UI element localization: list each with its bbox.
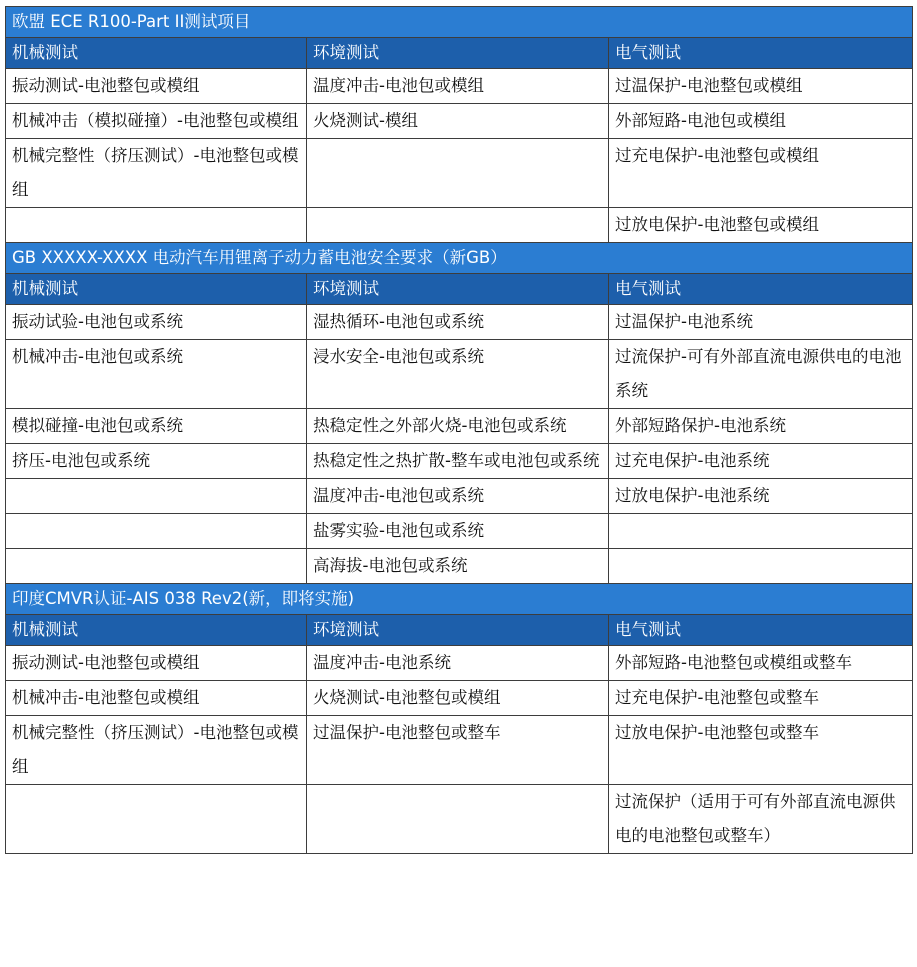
table-row [6, 785, 913, 854]
cell-mechanical [6, 208, 307, 243]
column-header-environmental: 环境测试 [307, 615, 609, 646]
cell-electrical: 过温保护-电池整包或模组 [609, 69, 913, 104]
cell-environmental: 热稳定性之热扩散-整车或电池包或系统 [307, 444, 609, 479]
cell-electrical: 过充电保护-电池系统 [609, 444, 913, 479]
cell-electrical: 过流保护-可有外部直流电源供电的电池系统 [609, 340, 913, 409]
cell-electrical: 过充电保护-电池整包或整车 [609, 681, 913, 716]
cell-electrical: 过充电保护-电池整包或模组 [609, 139, 913, 208]
section-title: 欧盟 ECE R100-Part II测试项目 [6, 7, 913, 38]
cell-electrical: 过流保护（适用于可有外部直流电源供电的电池整包或整车） [609, 785, 913, 854]
column-header-electrical: 电气测试 [609, 615, 913, 646]
cell-environmental: 热稳定性之外部火烧-电池包或系统 [307, 409, 609, 444]
cell-electrical: 过放电保护-电池整包或整车 [609, 716, 913, 785]
cell-electrical: 过放电保护-电池整包或模组 [609, 208, 913, 243]
cell-mechanical: 模拟碰撞-电池包或系统 [6, 409, 307, 444]
cell-electrical [609, 549, 913, 584]
table-row [6, 139, 913, 208]
table-row [6, 716, 913, 785]
cell-mechanical: 机械冲击-电池包或系统 [6, 340, 307, 409]
table-row [6, 69, 913, 104]
section-title-row [6, 7, 913, 38]
table-row [6, 444, 913, 479]
table-row [6, 305, 913, 340]
cell-environmental: 火烧测试-电池整包或模组 [307, 681, 609, 716]
cell-environmental: 高海拔-电池包或系统 [307, 549, 609, 584]
cell-mechanical: 机械完整性（挤压测试）-电池整包或模组 [6, 139, 307, 208]
cell-mechanical [6, 549, 307, 584]
cell-mechanical: 机械冲击-电池整包或模组 [6, 681, 307, 716]
cell-mechanical: 振动测试-电池整包或模组 [6, 646, 307, 681]
section-title-row [6, 584, 913, 615]
cell-environmental: 温度冲击-电池系统 [307, 646, 609, 681]
cell-environmental: 盐雾实验-电池包或系统 [307, 514, 609, 549]
table-row [6, 208, 913, 243]
cell-electrical: 外部短路-电池整包或模组或整车 [609, 646, 913, 681]
table-body [6, 7, 913, 854]
section-title: 印度CMVR认证-AIS 038 Rev2(新，即将实施) [6, 584, 913, 615]
section-title-row [6, 243, 913, 274]
cell-mechanical [6, 479, 307, 514]
cell-mechanical: 机械冲击（模拟碰撞）-电池整包或模组 [6, 104, 307, 139]
column-header-environmental: 环境测试 [307, 38, 609, 69]
cell-electrical: 外部短路保护-电池系统 [609, 409, 913, 444]
cell-mechanical: 振动测试-电池整包或模组 [6, 69, 307, 104]
test-items-table [5, 6, 913, 854]
cell-electrical: 外部短路-电池包或模组 [609, 104, 913, 139]
cell-environmental [307, 139, 609, 208]
table-row [6, 681, 913, 716]
cell-environmental: 过温保护-电池整包或整车 [307, 716, 609, 785]
column-header-row [6, 274, 913, 305]
column-header-mechanical: 机械测试 [6, 38, 307, 69]
cell-mechanical: 振动试验-电池包或系统 [6, 305, 307, 340]
cell-environmental: 湿热循环-电池包或系统 [307, 305, 609, 340]
cell-mechanical: 挤压-电池包或系统 [6, 444, 307, 479]
column-header-mechanical: 机械测试 [6, 274, 307, 305]
cell-environmental [307, 208, 609, 243]
table-row [6, 549, 913, 584]
column-header-environmental: 环境测试 [307, 274, 609, 305]
cell-electrical: 过温保护-电池系统 [609, 305, 913, 340]
cell-environmental: 火烧测试-模组 [307, 104, 609, 139]
cell-environmental: 温度冲击-电池包或系统 [307, 479, 609, 514]
section-title: GB XXXXX-XXXX 电动汽车用锂离子动力蓄电池安全要求（新GB） [6, 243, 913, 274]
column-header-electrical: 电气测试 [609, 38, 913, 69]
column-header-mechanical: 机械测试 [6, 615, 307, 646]
column-header-row [6, 615, 913, 646]
cell-electrical [609, 514, 913, 549]
table-row [6, 514, 913, 549]
table-row [6, 646, 913, 681]
table-row [6, 340, 913, 409]
cell-environmental: 温度冲击-电池包或模组 [307, 69, 609, 104]
cell-environmental [307, 785, 609, 854]
cell-mechanical: 机械完整性（挤压测试）-电池整包或模组 [6, 716, 307, 785]
table-row [6, 479, 913, 514]
table-row [6, 104, 913, 139]
cell-environmental: 浸水安全-电池包或系统 [307, 340, 609, 409]
column-header-row [6, 38, 913, 69]
cell-electrical: 过放电保护-电池系统 [609, 479, 913, 514]
table-row [6, 409, 913, 444]
column-header-electrical: 电气测试 [609, 274, 913, 305]
cell-mechanical [6, 514, 307, 549]
cell-mechanical [6, 785, 307, 854]
